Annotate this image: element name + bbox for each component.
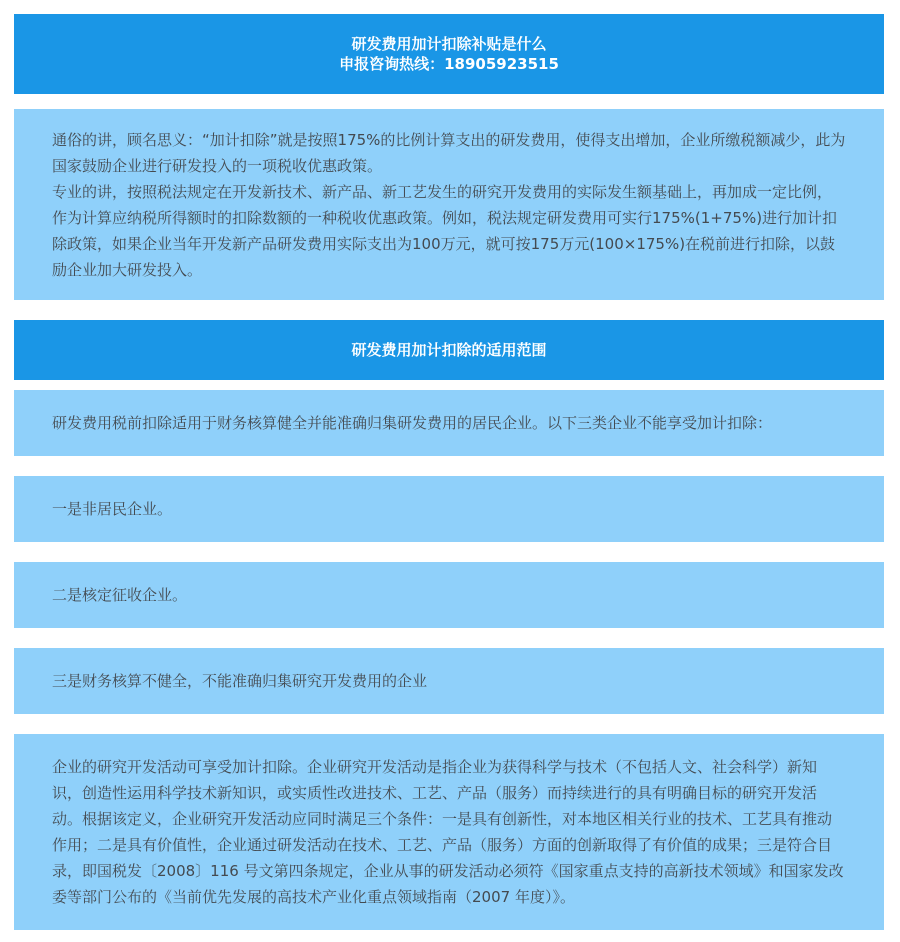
exclusion-item-2 bbox=[14, 562, 884, 628]
exclusion-item-text: 三是财务核算不健全，不能准确归集研究开发费用的企业 bbox=[52, 672, 428, 690]
rd-activity-panel bbox=[14, 734, 884, 930]
exclusion-item-text: 一是非居民企业。 bbox=[52, 500, 173, 518]
definition-paragraph-popular: 通俗的讲，顾名思义：“加计扣除”就是按照175%的比例计算支出的研发费用，使得支出增加，企业所缴税额减少，此为国家鼓励企业进行研发投入的一项税收优惠政策。 bbox=[52, 130, 846, 175]
rd-activity-text: 企业的研究开发活动可享受加计扣除。企业研究开发活动是指企业为获得科学与技术（不包括人文、社会科学）新知识，创造性运用科学技术新知识，或实质性改进技术、工艺、产品（服务）而持续进行的具有明确目标的研究开发活动。根据该定义，企业研究开发活动应同时满足三个条件：一是具有创新性，对本地区相关行业的技术、工艺具有推动作用；二是具有价值性，企业通过研发活动在技术、工艺、产品（服务）方面的创新取得了有价值的成果；三是符合目录，即国税发〔2008〕116 号文第四条规定，企业从事的研发活动必须符《国家重点支持的高新技术领域》和国家发改委等部门公布的《当前优先发展的高技术产业化重点领域指南（2007 年度）》。 bbox=[52, 758, 844, 906]
scope-intro-panel bbox=[14, 390, 884, 456]
section-header-scope bbox=[14, 320, 884, 380]
section-title: 研发费用加计扣除的适用范围 bbox=[351, 341, 547, 359]
exclusion-item-1 bbox=[14, 476, 884, 542]
exclusion-item-text: 二是核定征收企业。 bbox=[52, 586, 188, 604]
section-title: 研发费用加计扣除补贴是什么 bbox=[351, 35, 547, 53]
hotline-text: 申报咨询热线：18905923515 bbox=[339, 55, 559, 73]
definition-panel bbox=[14, 109, 884, 300]
exclusion-item-3 bbox=[14, 648, 884, 714]
section-header-what-is bbox=[14, 14, 884, 94]
scope-intro-text: 研发费用税前扣除适用于财务核算健全并能准确归集研发费用的居民企业。以下三类企业不能享受加计扣除： bbox=[52, 414, 773, 432]
definition-paragraph-professional: 专业的讲，按照税法规定在开发新技术、新产品、新工艺发生的研究开发费用的实际发生额基础上，再加成一定比例，作为计算应纳税所得额时的扣除数额的一种税收优惠政策。例如，税法规定研发费用可实行175%(1+75%)进行加计扣除政策，如果企业当年开发新产品研发费用实际支出为100万元，就可按175万元(100×175%)在税前进行扣除，以鼓励企业加大研发投入。 bbox=[52, 182, 838, 279]
